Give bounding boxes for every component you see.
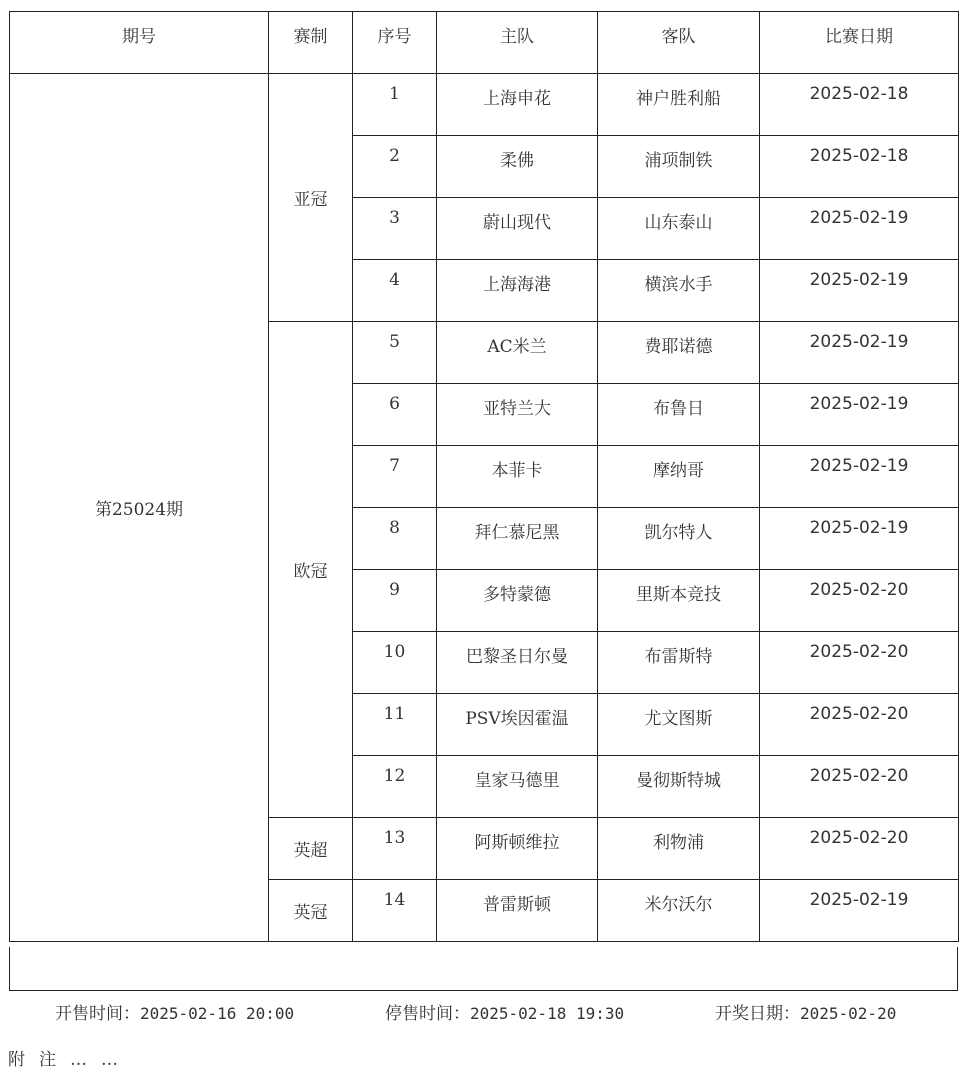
table-header-row: [10, 12, 959, 74]
home-team-cell: 巴黎圣日尔曼: [437, 632, 598, 694]
match-date-cell: 2025-02-20: [760, 570, 959, 632]
match-date-cell: 2025-02-20: [760, 694, 959, 756]
away-team-cell: 米尔沃尔: [598, 880, 760, 942]
home-team-cell: 皇家马德里: [437, 756, 598, 818]
match-date-cell: 2025-02-19: [760, 198, 959, 260]
match-date-cell: 2025-02-20: [760, 818, 959, 880]
match-number-cell: 1: [353, 74, 437, 136]
period-cell: 第25024期: [10, 74, 269, 942]
header-competition: 赛制: [269, 12, 353, 74]
sale-stop-value: 2025-02-18 19:30: [470, 1004, 625, 1023]
home-team-cell: 拜仁慕尼黑: [437, 508, 598, 570]
away-team-cell: 尤文图斯: [598, 694, 760, 756]
sale-info-footer: [0, 999, 967, 1027]
home-team-cell: 本菲卡: [437, 446, 598, 508]
match-date-cell: 2025-02-19: [760, 880, 959, 942]
sale-start: [55, 999, 294, 1024]
match-number-cell: 14: [353, 880, 437, 942]
sale-stop: [385, 999, 624, 1024]
match-number-cell: 8: [353, 508, 437, 570]
competition-cell: 亚冠: [269, 74, 353, 322]
match-date-cell: 2025-02-20: [760, 756, 959, 818]
home-team-cell: 上海申花: [437, 74, 598, 136]
match-number-cell: 7: [353, 446, 437, 508]
match-number-cell: 2: [353, 136, 437, 198]
competition-cell: 英超: [269, 818, 353, 880]
match-number-cell: 13: [353, 818, 437, 880]
away-team-cell: 凯尔特人: [598, 508, 760, 570]
home-team-cell: 普雷斯顿: [437, 880, 598, 942]
away-team-cell: 布雷斯特: [598, 632, 760, 694]
match-date-cell: 2025-02-19: [760, 446, 959, 508]
match-date-cell: 2025-02-18: [760, 74, 959, 136]
sale-start-label: 开售时间：: [55, 1004, 140, 1024]
away-team-cell: 神户胜利船: [598, 74, 760, 136]
home-team-cell: 柔佛: [437, 136, 598, 198]
match-number-cell: 6: [353, 384, 437, 446]
match-number-cell: 12: [353, 756, 437, 818]
home-team-cell: 上海海港: [437, 260, 598, 322]
competition-cell: 欧冠: [269, 322, 353, 818]
cut-off-note-text: 附注……: [8, 1050, 132, 1070]
header-home-team: 主队: [437, 12, 598, 74]
match-schedule-table: [9, 11, 959, 942]
header-number: 序号: [353, 12, 437, 74]
home-team-cell: PSV埃因霍温: [437, 694, 598, 756]
away-team-cell: 浦项制铁: [598, 136, 760, 198]
away-team-cell: 利物浦: [598, 818, 760, 880]
draw-date-value: 2025-02-20: [800, 1004, 897, 1023]
cut-off-note: [8, 1050, 708, 1070]
match-number-cell: 10: [353, 632, 437, 694]
home-team-cell: 蔚山现代: [437, 198, 598, 260]
home-team-cell: AC米兰: [437, 322, 598, 384]
header-period: 期号: [10, 12, 269, 74]
sale-stop-label: 停售时间：: [385, 1004, 470, 1024]
match-number-cell: 3: [353, 198, 437, 260]
away-team-cell: 横滨水手: [598, 260, 760, 322]
away-team-cell: 里斯本竞技: [598, 570, 760, 632]
away-team-cell: 曼彻斯特城: [598, 756, 760, 818]
away-team-cell: 布鲁日: [598, 384, 760, 446]
empty-row: [9, 947, 958, 991]
match-number-cell: 4: [353, 260, 437, 322]
match-date-cell: 2025-02-19: [760, 508, 959, 570]
match-date-cell: 2025-02-19: [760, 260, 959, 322]
match-date-cell: 2025-02-19: [760, 322, 959, 384]
header-away-team: 客队: [598, 12, 760, 74]
away-team-cell: 费耶诺德: [598, 322, 760, 384]
home-team-cell: 阿斯顿维拉: [437, 818, 598, 880]
match-date-cell: 2025-02-19: [760, 384, 959, 446]
away-team-cell: 摩纳哥: [598, 446, 760, 508]
header-match-date: 比赛日期: [760, 12, 959, 74]
away-team-cell: 山东泰山: [598, 198, 760, 260]
home-team-cell: 亚特兰大: [437, 384, 598, 446]
draw-date-label: 开奖日期：: [715, 1004, 800, 1024]
home-team-cell: 多特蒙德: [437, 570, 598, 632]
match-number-cell: 5: [353, 322, 437, 384]
competition-cell: 英冠: [269, 880, 353, 942]
match-number-cell: 11: [353, 694, 437, 756]
table-row: [10, 74, 959, 136]
match-date-cell: 2025-02-20: [760, 632, 959, 694]
draw-date: [715, 999, 896, 1024]
match-number-cell: 9: [353, 570, 437, 632]
sale-start-value: 2025-02-16 20:00: [140, 1004, 295, 1023]
match-date-cell: 2025-02-18: [760, 136, 959, 198]
